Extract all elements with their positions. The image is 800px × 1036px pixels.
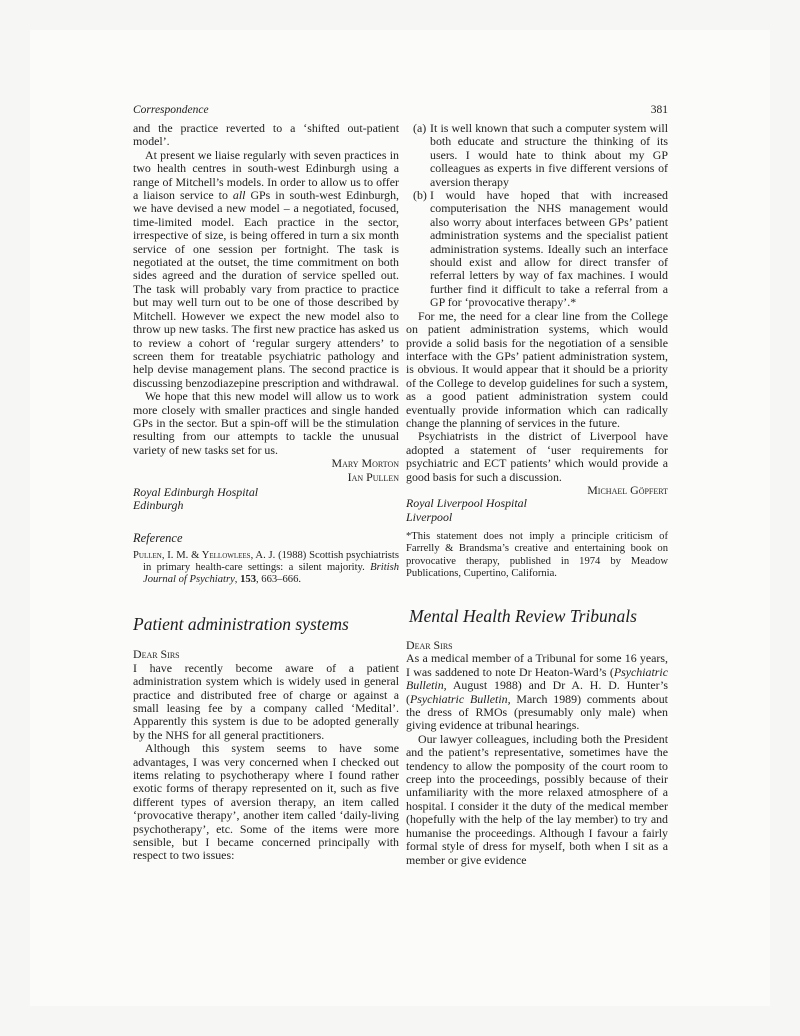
paragraph <box>133 390 399 457</box>
left-column <box>133 122 399 863</box>
article-body <box>133 648 399 863</box>
text-run: As a medical member of a Tribunal for some 16 years, I was saddened to note Dr Heaton-Ward’s ( <box>406 651 668 679</box>
text-run: August 1988) and Dr A. H. D. Hunter’s ( <box>406 678 668 706</box>
article-body <box>406 639 668 867</box>
letter-continuation <box>133 122 399 513</box>
paragraph <box>406 652 668 732</box>
address-line: Royal Liverpool Hospital <box>406 496 527 511</box>
salutation: Dear Sirs <box>406 638 453 652</box>
signature: Mary Morton <box>331 456 399 471</box>
article-title: Mental Health Review Tribunals <box>409 606 637 626</box>
text-run: Our lawyer colleagues, including both the President and the patient’s representative, sometimes have the tendency to allow the pomposity of the court room to creep into the proceedings, possibly because of their unfamiliarity with the more relaxed atmosphere of a hospital. I consider it the duty of the medical member (hopefully with the help of the lay member) to try and humanise the proceedings. Although I favour a fairly formal style of dress for myself, both when I sit as a member or give evidence <box>406 731 668 867</box>
text-run: , <box>234 574 241 586</box>
text-run: We hope that this new model will allow us to work more closely with smaller practices and single handed GPs in the sector. But a spin-off will be the stimulation resulting from our attempts to tackle the unusual variety of new tasks set for us. <box>133 389 399 457</box>
text-run: 153 <box>240 574 256 586</box>
text-run: March 1989) comments about the dress of RMOs (presumably only male) when giving evidence at tribunal hearings. <box>406 691 668 733</box>
salutation: Dear Sirs <box>133 647 180 662</box>
paragraph <box>133 122 399 149</box>
list-label: (a) <box>413 121 427 135</box>
paragraph <box>133 149 399 390</box>
list-item <box>406 122 668 189</box>
reference-entry <box>133 550 399 587</box>
reference-section <box>133 531 399 587</box>
list-text: I would have hoped that with increased computerisation the NHS management would also worry about interfaces between GPs’ patient administration systems and the specialist patient administration systems. Ideally such an interface should exist and allow for direct transfer of referral letters by way of fax machines. I would further find it difficult to take a referral from a GP for ‘provocative therapy’.* <box>430 188 668 310</box>
address-line: Liverpool <box>406 509 453 524</box>
running-header: Correspondence <box>133 104 209 116</box>
text-run: British Journal of Psychiatry <box>143 561 399 586</box>
right-column <box>406 122 668 867</box>
text-run: and the practice reverted to a ‘shifted out-patient model’. <box>133 121 399 149</box>
paragraph <box>406 733 668 867</box>
address-line: Edinburgh <box>133 498 184 513</box>
text-run: all <box>232 188 246 203</box>
text-run: I have recently become aware of a patient administration system which is widely used in general practice and distributed free of charge or against a small leasing fee by a company called ‘Medital’. Apparently this system is due to be adopted generally by the NHS for all general practitioners. <box>133 660 399 742</box>
paragraph <box>133 742 399 863</box>
text-run: For me, the need for a clear line from the College on patient administration systems, which would provide a solid basis for the negotiation of a sensible interface with the GPs’ patient administration system, is obvious. It would appear that it should be a priority of the College to develop guidelines for such a system, as a good patient administration system could eventually provide information which can radically change the planning of services in the future. <box>406 308 668 430</box>
list-item <box>406 189 668 310</box>
paragraph <box>133 662 399 742</box>
letter-continuation-right <box>406 122 668 580</box>
text-run: (1988) Scottish psychiatrists in primary health-care settings: a silent majority. <box>143 549 399 573</box>
text-run: Psychiatric Bulletin, <box>406 664 668 693</box>
list-text: It is well known that such a computer system will both educate and structure the thinking of its users. I would hate to think about my GP colleagues as experts in five different versions of aversion therapy <box>430 121 668 189</box>
footnote: *This statement does not imply a principle criticism of Farrelly & Brandsma’s creative and entertaining book on provocative therapy, published in 1974 by Meadow Publications, Cupertino, California. <box>406 531 668 579</box>
text-run: At present we liaise regularly with seven practices in two health centres in south-west Edinburgh using a range of Mitchell’s models. In order to allow us to offer a liaison service to <box>133 147 399 203</box>
paragraph <box>406 430 668 484</box>
text-run: GPs in south-west Edinburgh, we have devised a new model – a negotiated, focused, time-limited model. Each practice in the sector, irrespective of size, is being offered in turn a six month service of one session per fortnight. The task is negotiated at the outset, the time commitment on both sides agreed and the duration of service spelled out. The task will probably vary from practice to practice but may well turn out to be one of those described by Mitchell. However we expect the new model also to throw up new tasks. The first new practice has asked us to review a cohort of ‘regular surgery attenders’ to screen them for treatable psychiatric pathology and help devise management plans. The second practice is discussing benzodiazepine prescription and withdrawal. <box>133 188 399 390</box>
signature: Michael Göpfert <box>587 482 668 497</box>
list-label: (b) <box>413 188 427 203</box>
paragraph <box>406 310 668 431</box>
article-title: Patient administration systems <box>133 614 349 635</box>
text-run: , 663–666. <box>255 574 302 586</box>
address-line: Royal Edinburgh Hospital <box>133 484 259 499</box>
reference-heading: Reference <box>133 530 183 545</box>
page-number: 381 <box>650 104 668 116</box>
text-run: Psychiatrists in the district of Liverpool have adopted a statement of ‘user requirements for psychiatric and ECT patients’ which would provide a good basis for such a discussion. <box>406 429 668 484</box>
text-run: Psychiatric Bulletin, <box>409 691 511 706</box>
text-run: Pullen, I. M. & Yellowlees, A. J. <box>133 549 276 561</box>
text-run: Although this system seems to have some advantages, I was very concerned when I checked out items relating to psychotherapy where I found rather exotic forms of therapy represented on it, such as five different types of aversion therapy, an item called ‘provocative therapy’, another item called ‘daily-living psychotherapy’, etc. Some of the items were more sensible, but I became concerned principally with respect to two issues: <box>133 741 399 863</box>
signature: Ian Pullen <box>347 469 399 484</box>
